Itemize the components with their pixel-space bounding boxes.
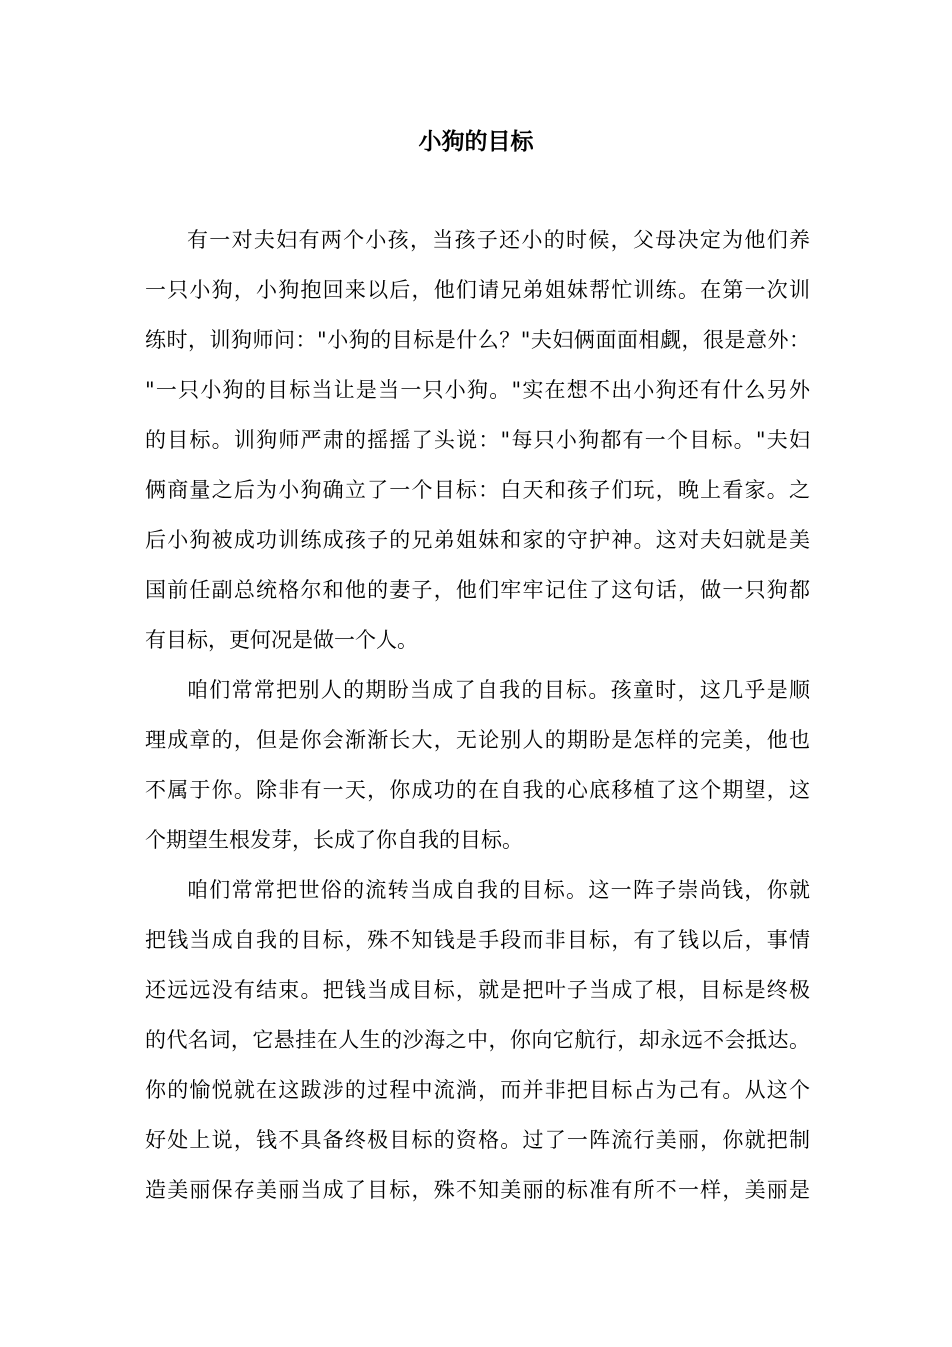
text-line: 个期望生根发芽，长成了你自我的目标。 bbox=[145, 828, 523, 852]
text-line: 还远远没有结束。把钱当成目标，就是把叶子当成了根，目标是终极 bbox=[145, 978, 810, 1002]
text-line: 咱们常常把世俗的流转当成自我的目标。这一阵子崇尚钱，你就 bbox=[187, 878, 810, 902]
document-title: 小狗的目标 bbox=[418, 128, 534, 155]
text-line: 一只小狗，小狗抱回来以后，他们请兄弟姐妹帮忙训练。在第一次训 bbox=[145, 278, 810, 302]
document-body bbox=[145, 220, 810, 1220]
text-line: 俩商量之后为小狗确立了一个目标：白天和孩子们玩，晚上看家。之 bbox=[145, 478, 810, 502]
text-line: 不属于你。除非有一天，你成功的在自我的心底移植了这个期望，这 bbox=[145, 778, 810, 802]
text-line: 国前任副总统格尔和他的妻子，他们牢牢记住了这句话，做一只狗都 bbox=[145, 578, 810, 602]
text-line: 练时，训狗师问："小狗的目标是什么？"夫妇俩面面相觑，很是意外： bbox=[145, 328, 810, 352]
text-line: 的代名词，它悬挂在人生的沙海之中，你向它航行，却永远不会抵达。 bbox=[145, 1028, 810, 1052]
text-line: "一只小狗的目标当让是当一只小狗。"实在想不出小狗还有什么另外 bbox=[145, 378, 810, 402]
text-line: 理成章的，但是你会渐渐长大，无论别人的期盼是怎样的完美，他也 bbox=[145, 728, 810, 752]
text-line: 把钱当成自我的目标，殊不知钱是手段而非目标，有了钱以后，事情 bbox=[145, 928, 810, 952]
text-line: 有一对夫妇有两个小孩，当孩子还小的时候，父母决定为他们养 bbox=[187, 228, 810, 252]
text-line: 造美丽保存美丽当成了目标，殊不知美丽的标准有所不一样，美丽是 bbox=[145, 1178, 810, 1202]
text-line: 好处上说，钱不具备终极目标的资格。过了一阵流行美丽，你就把制 bbox=[145, 1128, 810, 1152]
text-line: 咱们常常把别人的期盼当成了自我的目标。孩童时，这几乎是顺 bbox=[187, 678, 810, 702]
text-line: 的目标。训狗师严肃的摇摇了头说："每只小狗都有一个目标。"夫妇 bbox=[145, 428, 810, 452]
text-line: 有目标，更何况是做一个人。 bbox=[145, 628, 418, 652]
text-line: 你的愉悦就在这跋涉的过程中流淌，而并非把目标占为己有。从这个 bbox=[145, 1078, 810, 1102]
text-line: 后小狗被成功训练成孩子的兄弟姐妹和家的守护神。这对夫妇就是美 bbox=[145, 528, 810, 552]
